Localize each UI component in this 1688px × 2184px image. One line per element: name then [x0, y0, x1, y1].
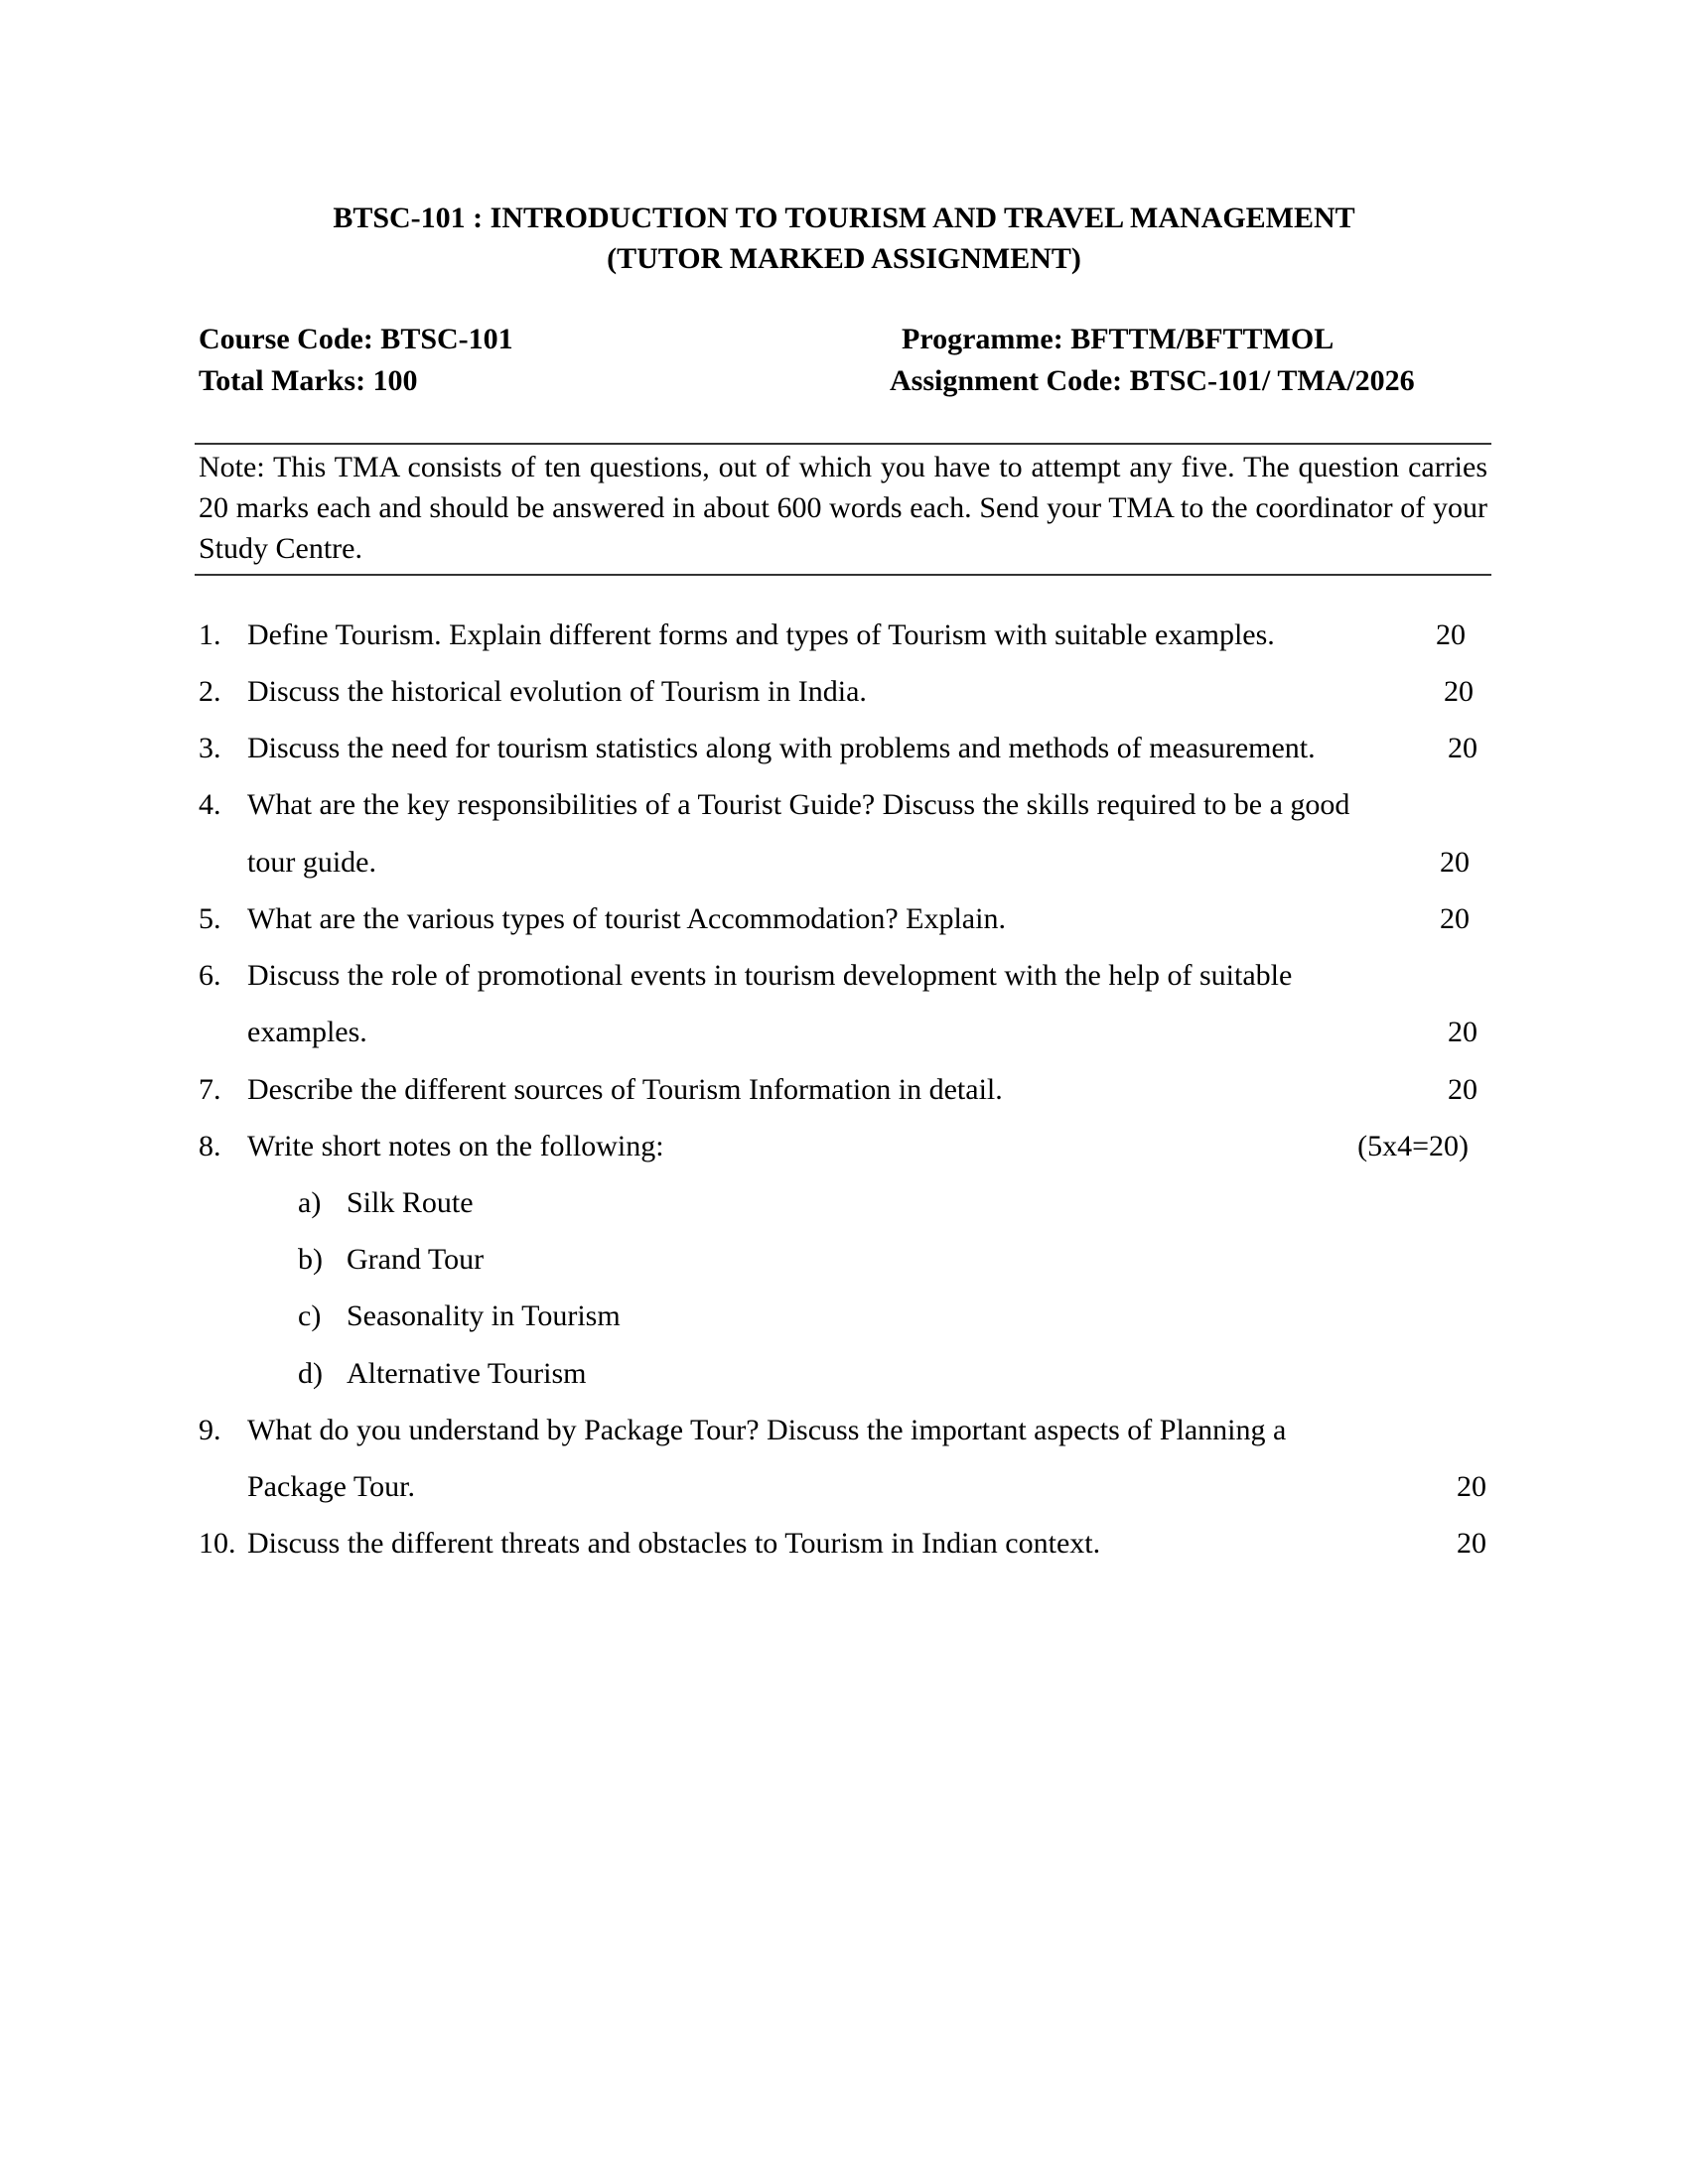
- question-marks: 20: [1448, 732, 1477, 764]
- question-text-continued: tour guide.: [247, 846, 376, 879]
- question-text: Discuss the role of promotional events in tourism development with the help of suitable: [247, 959, 1293, 992]
- question-text: Define Tourism. Explain different forms and types of Tourism with suitable examples.: [247, 618, 1275, 651]
- question-marks: (5x4=20): [1357, 1130, 1469, 1162]
- sub-item-label: d): [298, 1357, 323, 1390]
- question-number: 7.: [199, 1073, 221, 1106]
- question-text: Describe the different sources of Tourism Information in detail.: [247, 1073, 1003, 1106]
- question-text: What are the key responsibilities of a Tourist Guide? Discuss the skills required to be a good: [247, 788, 1350, 821]
- question-number: 8.: [199, 1130, 221, 1162]
- question-marks: 20: [1448, 1016, 1477, 1048]
- note-text: Note: This TMA consists of ten questions, out of which you have to attempt any five. The question carries 20 marks each and should be answered in about 600 words each. Send your TMA to the coordinator of your Study Centre.: [199, 451, 1487, 565]
- note-bottom-rule: [195, 574, 1491, 576]
- question-text: Discuss the need for tourism statistics along with problems and methods of measurement.: [247, 732, 1316, 764]
- question-marks: 20: [1444, 675, 1474, 708]
- question-number: 9.: [199, 1414, 221, 1446]
- question-text: Discuss the historical evolution of Tourism in India.: [247, 675, 867, 708]
- sub-item-label: c): [298, 1299, 322, 1332]
- question-number: 2.: [199, 675, 221, 708]
- question-text-continued: Package Tour.: [247, 1470, 415, 1503]
- course-code: Course Code: BTSC-101: [199, 323, 513, 355]
- sub-item-label: a): [298, 1186, 322, 1219]
- sub-item-text: Silk Route: [347, 1186, 474, 1219]
- programme: Programme: BFTTM/BFTTMOL: [902, 323, 1335, 355]
- question-number: 3.: [199, 732, 221, 764]
- question-number: 1.: [199, 618, 221, 651]
- document-subtitle: (TUTOR MARKED ASSIGNMENT): [607, 242, 1081, 275]
- sub-item-label: b): [298, 1243, 323, 1276]
- question-marks: 20: [1457, 1470, 1486, 1503]
- question-marks: 20: [1440, 902, 1470, 935]
- question-text: What are the various types of tourist Accommodation? Explain.: [247, 902, 1006, 935]
- assignment-code: Assignment Code: BTSC-101/ TMA/2026: [890, 364, 1415, 397]
- question-text: Write short notes on the following:: [247, 1130, 664, 1162]
- question-text: Discuss the different threats and obstacles to Tourism in Indian context.: [247, 1527, 1101, 1560]
- sub-item-text: Seasonality in Tourism: [347, 1299, 621, 1332]
- question-marks: 20: [1440, 846, 1470, 879]
- question-number: 6.: [199, 959, 221, 992]
- question-marks: 20: [1457, 1527, 1486, 1560]
- question-marks: 20: [1436, 618, 1466, 651]
- question-text: What do you understand by Package Tour? Discuss the important aspects of Planning a: [247, 1414, 1287, 1446]
- document-title: BTSC-101 : INTRODUCTION TO TOURISM AND TRAVEL MANAGEMENT: [333, 202, 1355, 234]
- sub-item-text: Alternative Tourism: [347, 1357, 587, 1390]
- question-number: 5.: [199, 902, 221, 935]
- sub-item-text: Grand Tour: [347, 1243, 485, 1276]
- total-marks: Total Marks: 100: [199, 364, 418, 397]
- question-marks: 20: [1448, 1073, 1477, 1106]
- question-number: 4.: [199, 788, 221, 821]
- question-number: 10.: [199, 1527, 236, 1560]
- note-top-rule: [195, 443, 1491, 445]
- question-text-continued: examples.: [247, 1016, 367, 1048]
